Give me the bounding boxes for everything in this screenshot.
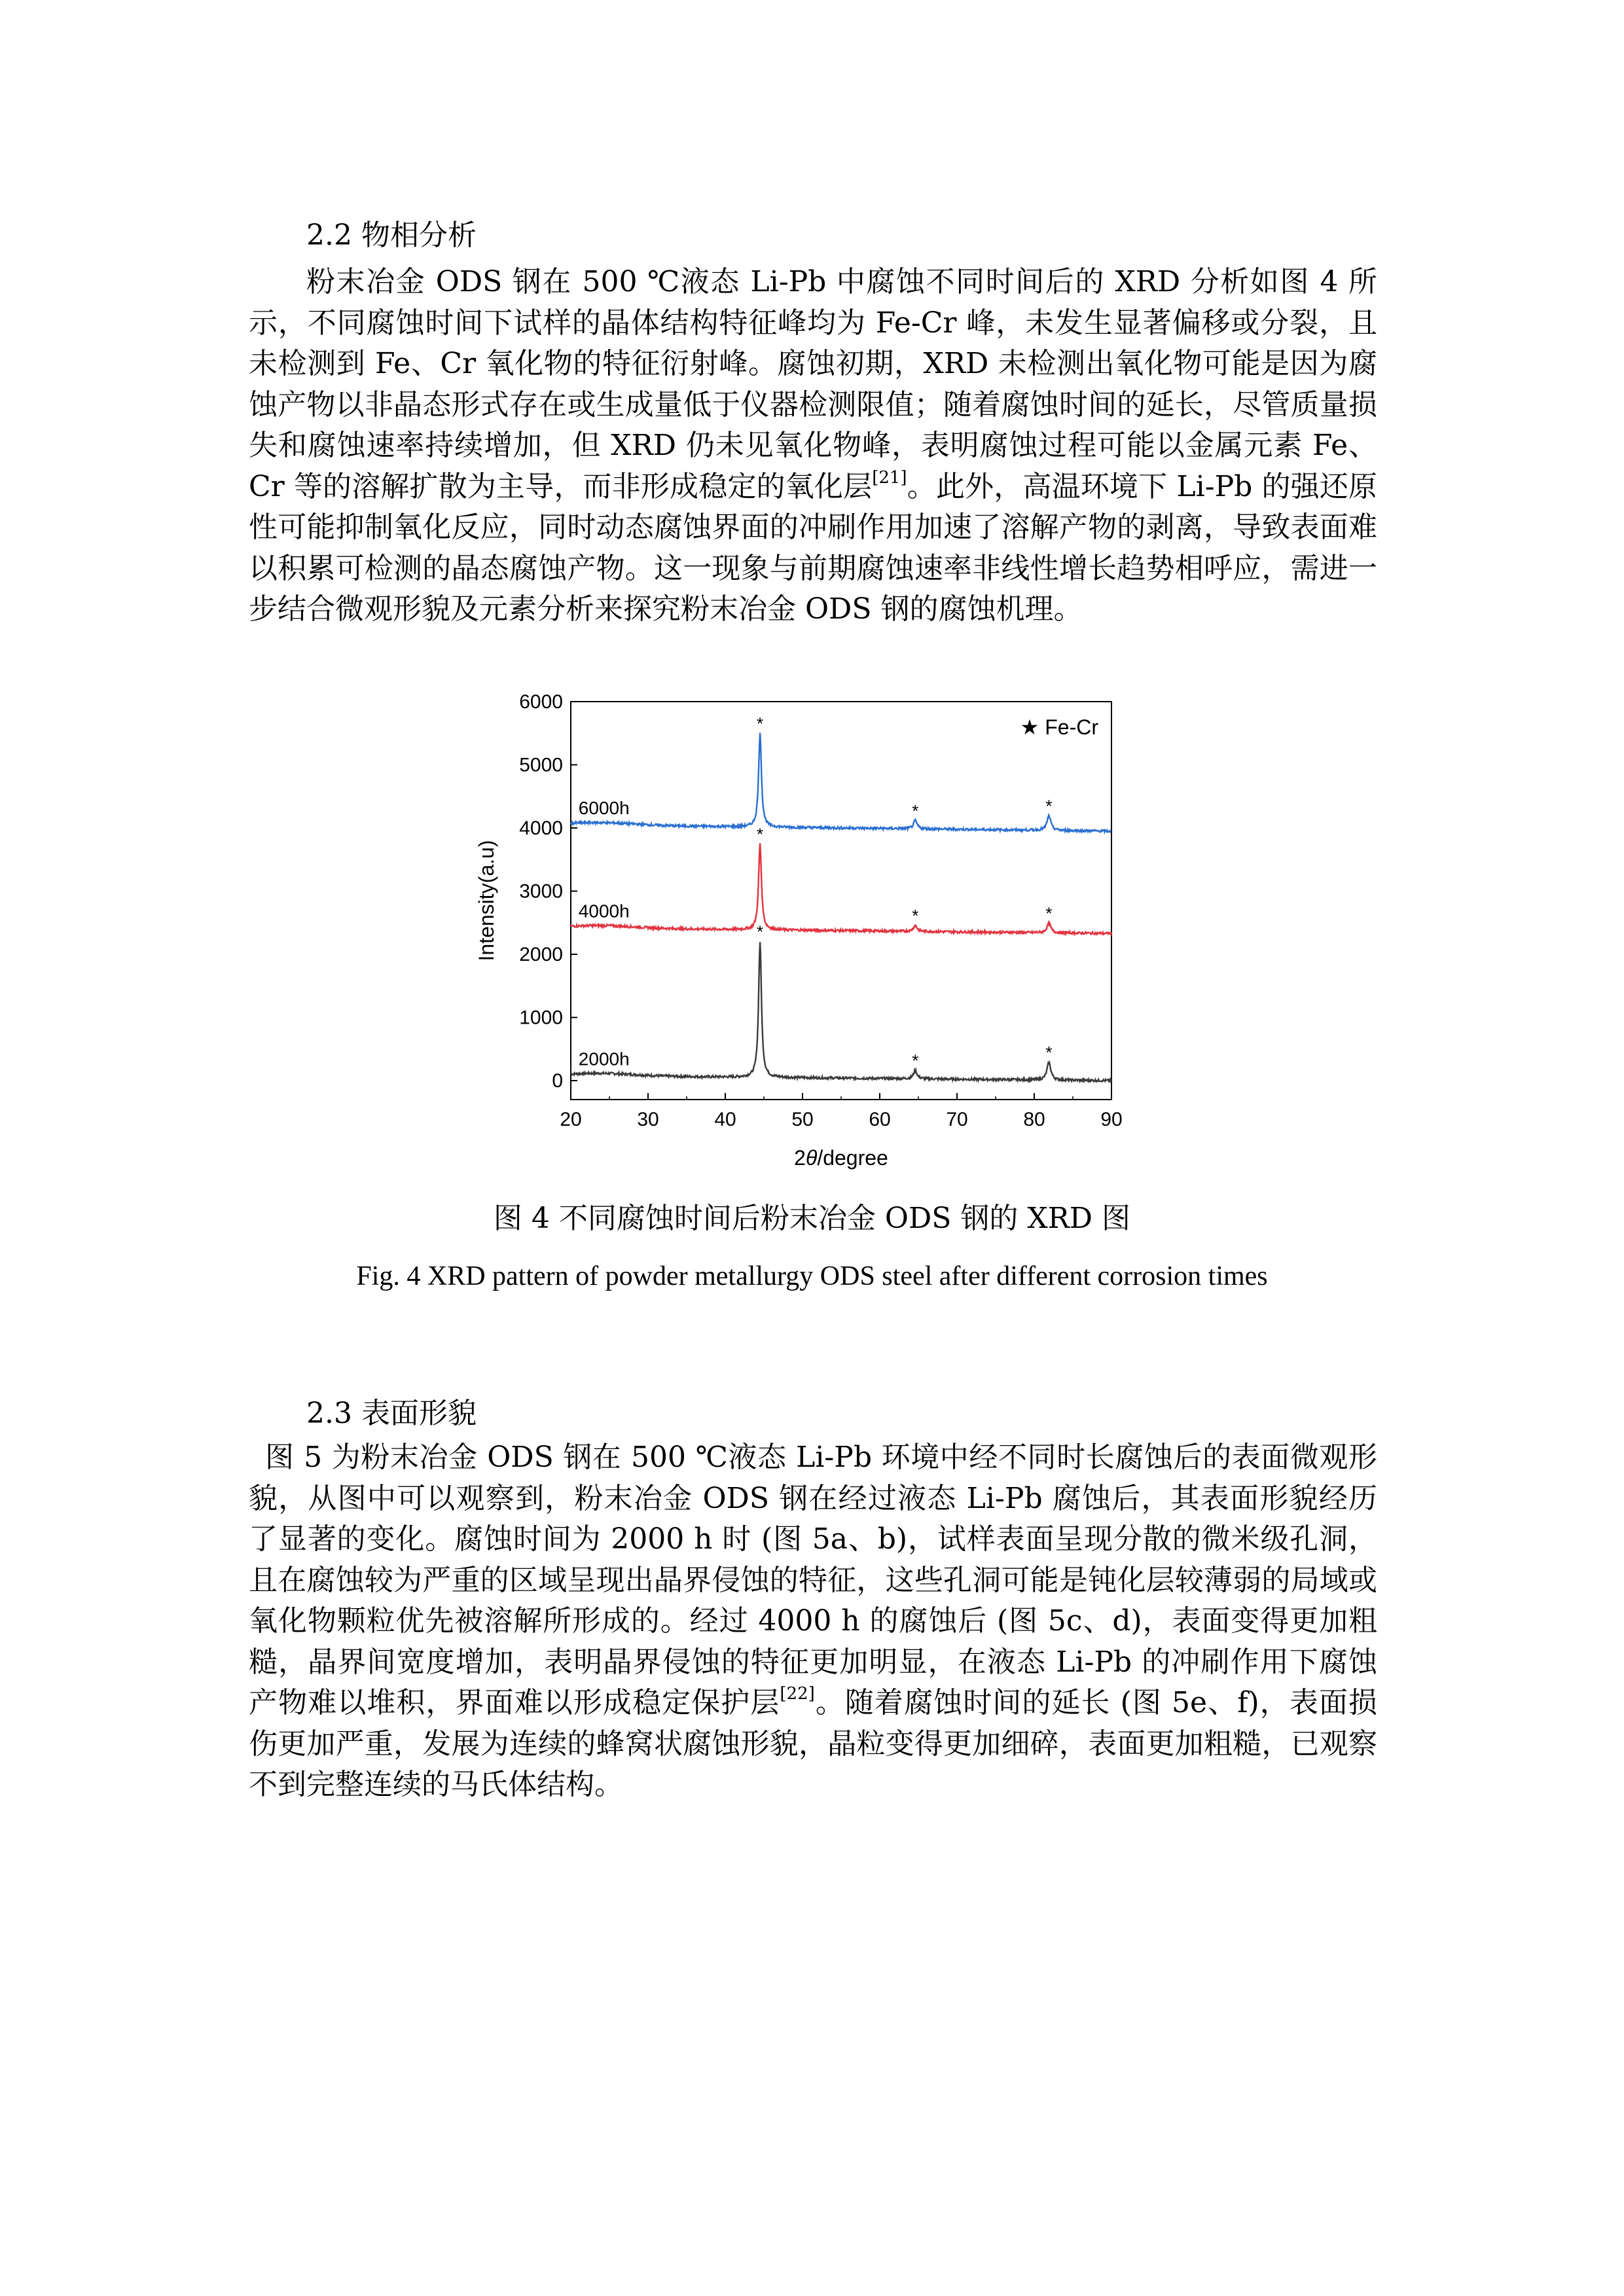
citation-22: [22]: [780, 1684, 815, 1704]
peak-marker: *: [757, 824, 764, 844]
citation-21: [21]: [872, 467, 907, 488]
figure-4-xrd-chart: [458, 681, 1165, 1204]
series-label: 2000h: [578, 1049, 630, 1069]
series-line-4000h: [571, 843, 1111, 935]
y-tick-label: 0: [552, 1070, 563, 1092]
paragraph-text: 。此外，高温环境下 Li-Pb 的强还原性可能抑制氧化反应，同时动态腐蚀界面的冲刷作用加速了溶解产物的剥离，导致表面难以积累可检测的晶态腐蚀产物。这一现象与前期腐蚀速率非线性增长趋势相呼应，需进一步结合微观形貌及元素分析来探究粉末冶金 ODS 钢的腐蚀机理。: [249, 469, 1377, 626]
x-tick-label: 80: [1023, 1109, 1045, 1130]
y-tick-label: 3000: [519, 880, 563, 903]
x-tick-label: 30: [637, 1109, 659, 1130]
y-tick-label: 1000: [519, 1007, 563, 1029]
y-axis-label: Intensity(a.u): [475, 840, 498, 961]
plot-frame: [571, 702, 1111, 1100]
x-axis-label: 2θ/degree: [794, 1146, 888, 1170]
legend-entry: ★ Fe-Cr: [1020, 715, 1098, 739]
series-label: 4000h: [578, 901, 630, 922]
peak-marker: *: [757, 922, 764, 942]
paragraph-text: 图 5 为粉末冶金 ODS 钢在 500 ℃液态 Li-Pb 环境中经不同时长腐蚀后的表面微观形貌，从图中可以观察到，粉末冶金 ODS 钢在经过液态 Li-Pb 腐蚀后，其表面形貌经历了显著的变化。腐蚀时间为 2000 h 时 (图 5a、b)，试样表面呈现分散的微米级孔洞，且在腐蚀较为严重的区域呈现出晶界侵蚀的特征，这些孔洞可能是钝化层较薄弱的局域或氧化物颗粒优先被溶解所形成的。经过 4000 h 的腐蚀后 (图 5c、d)，表面变得更加粗糙，晶界间宽度增加，表明晶界侵蚀的特征更加明显，在液态 Li-Pb 的冲刷作用下腐蚀产物难以堆积，界面难以形成稳定保护层: [249, 1441, 1377, 1719]
figure-4-caption-cn: 图 4 不同腐蚀时间后粉末冶金 ODS 钢的 XRD 图: [493, 1202, 1131, 1235]
y-tick-label: 4000: [519, 817, 563, 840]
y-tick-label: 2000: [519, 944, 563, 966]
series-label: 6000h: [578, 798, 630, 819]
section-2-3-title: 2.3 表面形貌: [306, 1397, 477, 1430]
peak-marker: *: [912, 1050, 919, 1071]
peak-marker: *: [1045, 1043, 1053, 1063]
section-2-2-title: 2.2 物相分析: [306, 219, 477, 252]
peak-marker: *: [1045, 903, 1053, 924]
peak-marker: *: [757, 713, 764, 734]
paragraph-text: 粉末冶金 ODS 钢在 500 ℃液态 Li-Pb 中腐蚀不同时间后的 XRD 分析如图 4 所示，不同腐蚀时间下试样的晶体结构特征峰均为 Fe-Cr 峰，未发生显著偏移或分裂，且未检测到 Fe、Cr 氧化物的特征衍射峰。腐蚀初期，XRD 未检测出氧化物可能是因为腐蚀产物以非晶态形式存在或生成量低于仪器检测限值；随着腐蚀时间的延长，尽管质量损失和腐蚀速率持续增加，但 XRD 仍未见氧化物峰，表明腐蚀过程可能以金属元素 Fe、Cr 等的溶解扩散为主导，而非形成稳定的氧化层: [249, 265, 1377, 503]
x-tick-label: 70: [946, 1109, 968, 1130]
series-line-6000h: [571, 733, 1111, 833]
y-tick-label: 6000: [519, 691, 563, 713]
peak-marker: *: [912, 905, 919, 925]
series-line-2000h: [571, 942, 1111, 1081]
figure-4-caption-en: Fig. 4 XRD pattern of powder metallurgy ODS steel after different corrosion times: [356, 1261, 1268, 1291]
xrd-chart-svg: [458, 681, 1165, 1204]
paragraph-text: 。随着腐蚀时间的延长 (图 5e、f)，表面损伤更加严重，发展为连续的蜂窝状腐蚀形貌，晶粒变得更加细碎，表面更加粗糙，已观察不到完整连续的马氏体结构。: [249, 1686, 1378, 1801]
x-tick-label: 90: [1100, 1109, 1123, 1130]
x-tick-label: 60: [869, 1109, 891, 1130]
section-2-2-paragraph: [249, 262, 1377, 630]
x-tick-label: 40: [714, 1109, 736, 1130]
y-tick-label: 5000: [519, 754, 563, 776]
peak-marker: *: [912, 800, 919, 821]
section-2-3-paragraph: [249, 1437, 1377, 1806]
peak-marker: *: [1045, 796, 1053, 816]
x-tick-label: 20: [560, 1109, 582, 1130]
x-tick-label: 50: [791, 1109, 814, 1130]
